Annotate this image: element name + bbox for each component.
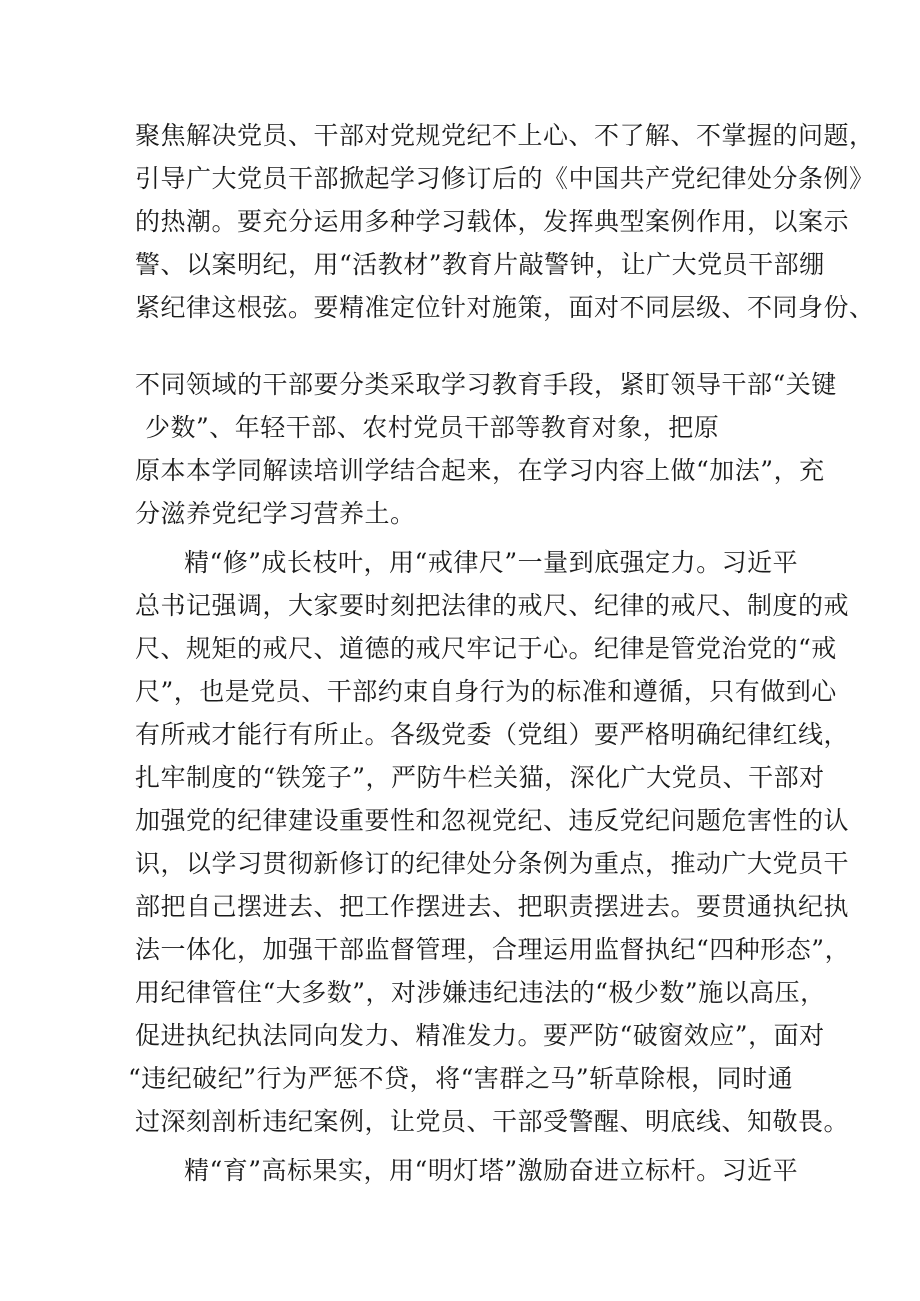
text-line: 有所戒才能行有所止。各级党委（党组）要严格明确纪律红线， [135, 720, 850, 749]
text-line: 不同领域的干部要分类采取学习教育手段，紧盯领导干部“关键 [135, 370, 837, 399]
text-line: 尺”，也是党员、干部约束自身行为的标准和遵循，只有做到心 [135, 677, 837, 706]
text-line: 尺、规矩的戒尺、道德的戒尺牢记于心。纪律是管党治党的“戒 [135, 634, 837, 663]
text-line: 用纪律管住“大多数”，对涉嫌违纪违法的“极少数”施以高压， [135, 978, 826, 1007]
text-line: 引导广大党员干部掀起学习修订后的《中国共产党纪律处分条例》 [135, 164, 875, 193]
text-line: 促进执纪执法同向发力、精准发力。要严防“破窗效应”，面对 [135, 1021, 825, 1050]
text-line: “违纪破纪”行为严惩不贷，将“害群之马”斩草除根，同时通 [128, 1064, 794, 1093]
text-line: 分滋养党纪学习营养土。 [135, 499, 416, 528]
text-line: 扎牢制度的“铁笼子”，严防牛栏关猫，深化广大党员、干部对 [135, 763, 825, 792]
text-line: 的热潮。要充分运用多种学习载体，发挥典型案例作用，以案示 [135, 207, 850, 236]
text-line: 紧纪律这根弦。要精准定位针对施策，面对不同层级、不同身份、 [135, 293, 875, 322]
text-line: 识，以学习贯彻新修订的纪律处分条例为重点，推动广大党员干 [135, 849, 850, 878]
paragraph-first-line: 精“修”成长枝叶，用“戒律尺”一量到底强定力。习近平 [184, 548, 799, 577]
text-line: 部把自己摆进去、把工作摆进去、把职责摆进去。要贯通执纪执 [135, 892, 850, 921]
text-line: 总书记强调，大家要时刻把法律的戒尺、纪律的戒尺、制度的戒 [135, 591, 850, 620]
text-line: 警、以案明纪，用“活教材”教育片敲警钟，让广大党员干部绷 [135, 250, 825, 279]
text-line: 加强党的纪律建设重要性和忽视党纪、违反党纪问题危害性的认 [135, 806, 850, 835]
text-line: 少数”、年轻干部、农村党员干部等教育对象，把原 [145, 413, 720, 442]
text-line: 聚焦解决党员、干部对党规党纪不上心、不了解、不掌握的问题， [135, 121, 875, 150]
text-line: 原本本学同解读培训学结合起来，在学习内容上做“加法”，充 [135, 456, 825, 485]
paragraph-first-line: 精“育”高标果实，用“明灯塔”激励奋进立标杆。习近平 [184, 1156, 799, 1185]
text-line: 过深刻剖析违纪案例，让党员、干部受警醒、明底线、知敬畏。 [135, 1107, 850, 1136]
text-line: 法一体化，加强干部监督管理，合理运用监督执纪“四种形态”， [135, 935, 851, 964]
